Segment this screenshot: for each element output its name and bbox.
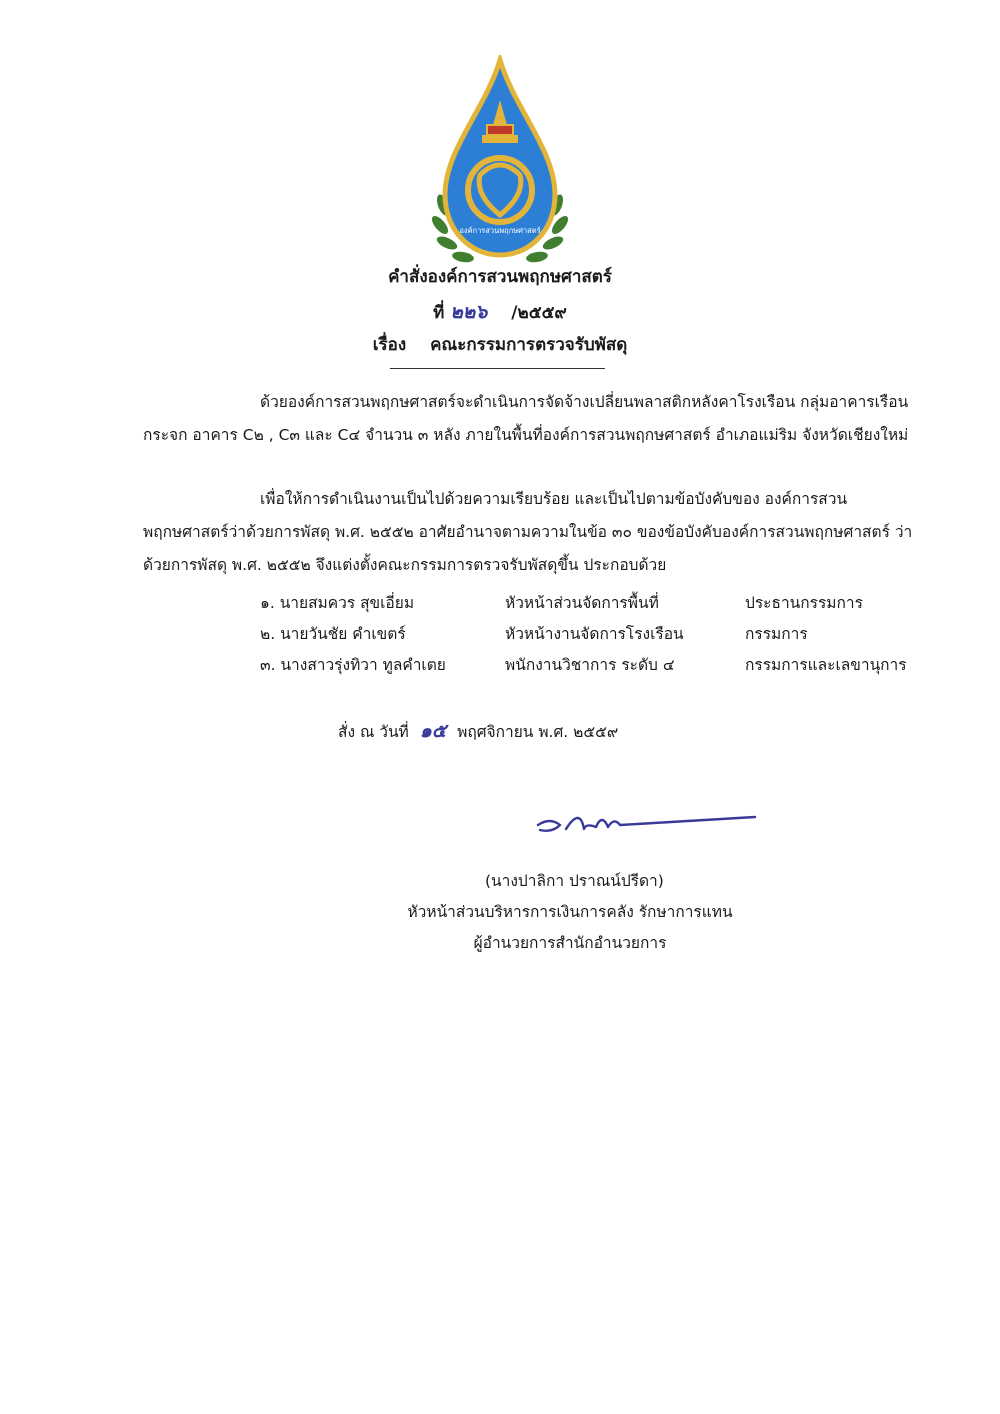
order-number [0, 297, 1000, 327]
subject-text: คณะกรรมการตรวจรับพัสดุ [430, 335, 628, 355]
body-paragraph-2: เพื่อให้การดำเนินงานเป็นไปด้วยความเรียบร้อย และเป็นไปตามข้อบังคับของ องค์การสวนพฤกษศาสตร์ว่าด้วยการพัสดุ พ.ศ. ๒๕๕๒ อาศัยอำนาจตามความในข้อ ๓๐ ของข้อบังคับองค์การสวนพฤกษศาสตร์ ว่าด้วยการพัสดุ พ.ศ. ๒๕๕๒ จึงแต่งตั้งคณะกรรมการตรวจรับพัสดุขึ้น ประกอบด้วย [143, 490, 913, 574]
order-title: คำสั่งองค์การสวนพฤกษศาสตร์ [388, 267, 612, 287]
header-divider [390, 368, 605, 369]
order-date-day-handwritten: ๑๕ [419, 720, 447, 742]
member-name: ๑. นายสมควร สุขเอี่ยม [260, 594, 415, 612]
member-role: กรรมการ [745, 625, 808, 643]
logo-org-name: องค์การสวนพฤกษศาสตร์ [459, 226, 541, 235]
order-number-prefix: ที่ [433, 303, 445, 323]
signatory-acting-for: ผู้อำนวยการสำนักอำนวยการ [473, 934, 667, 952]
member-role: กรรมการและเลขานุการ [745, 656, 907, 674]
member-name: ๒. นายวันชัย คำเขตร์ [260, 625, 406, 643]
subject-label: เรื่อง [372, 335, 407, 355]
order-subject [0, 331, 1000, 358]
order-date-suffix: พฤศจิกายน พ.ศ. ๒๕๕๙ [457, 723, 619, 741]
order-date-prefix: สั่ง ณ วันที่ [338, 723, 409, 741]
member-position: หัวหน้างานจัดการโรงเรือน [505, 625, 684, 643]
handwritten-signature [530, 803, 760, 843]
org-logo [425, 55, 575, 270]
signatory-title: หัวหน้าส่วนบริหารการเงินการคลัง รักษาการแทน [407, 903, 733, 921]
body-paragraph-1: ด้วยองค์การสวนพฤกษศาสตร์จะดำเนินการจัดจ้างเปลี่ยนพลาสติกหลังคาโรงเรือน กลุ่มอาคารเรือนกระจก อาคาร C๒ , C๓ และ C๔ จำนวน ๓ หลัง ภายในพื้นที่องค์การสวนพฤกษศาสตร์ อำเภอแม่ริม จังหวัดเชียงใหม่ [143, 393, 909, 444]
order-number-handwritten: ๒๒๖ [450, 301, 488, 323]
order-number-suffix: /๒๕๕๙ [511, 303, 567, 323]
member-role: ประธานกรรมการ [745, 594, 863, 612]
member-position: พนักงานวิชาการ ระดับ ๔ [505, 656, 675, 674]
order-date [338, 716, 618, 746]
signatory-name: (นางปาลิกา ปราณน์ปรีดา) [485, 872, 664, 890]
member-name: ๓. นางสาวรุ่งทิวา ทูลคำเตย [260, 656, 446, 674]
member-position: หัวหน้าส่วนจัดการพื้นที่ [505, 594, 659, 612]
